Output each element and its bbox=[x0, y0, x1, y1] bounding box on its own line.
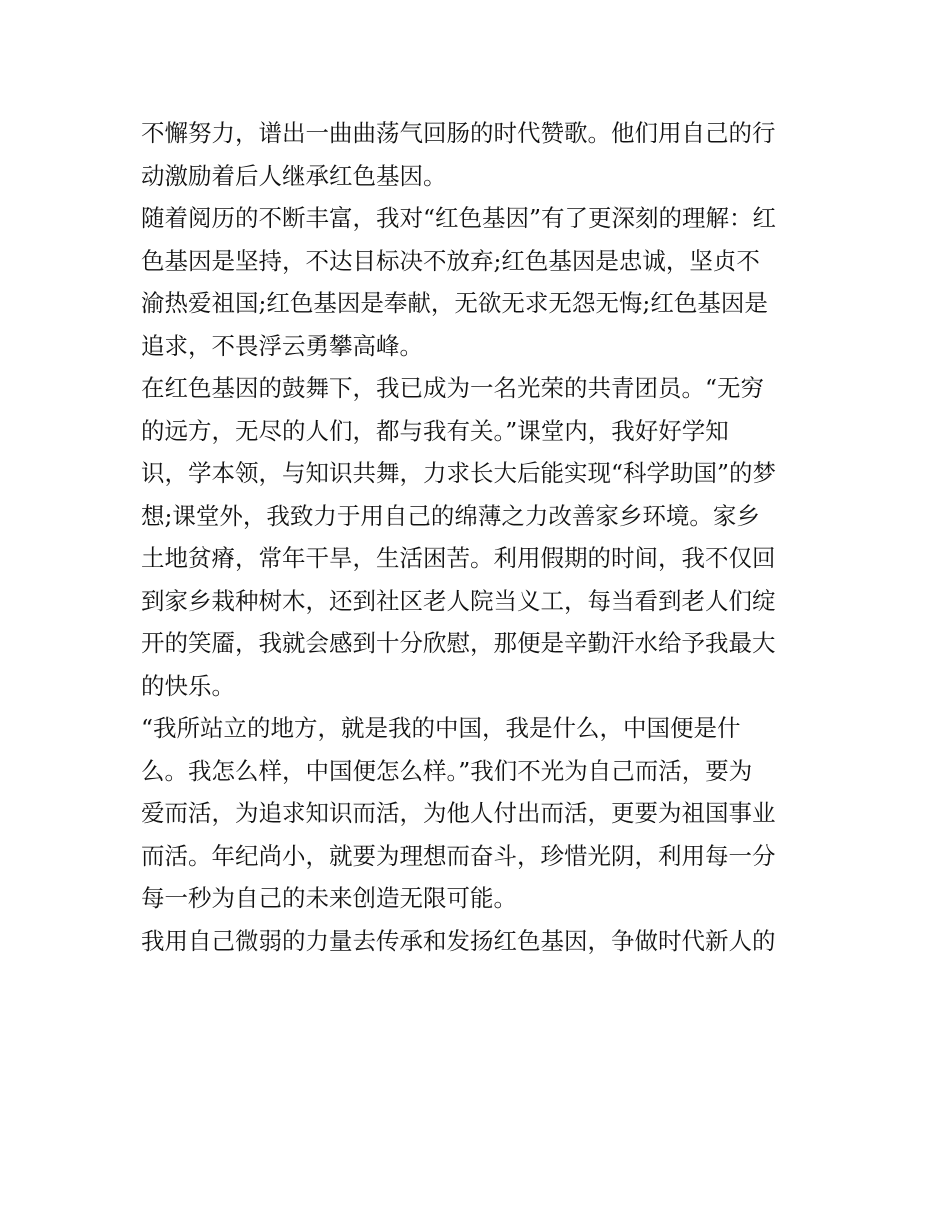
text-line: 土地贫瘠，常年干旱，生活困苦。利用假期的时间，我不仅回 bbox=[141, 544, 776, 572]
text-line: 追求，不畏浮云勇攀高峰。 bbox=[141, 331, 423, 360]
text-line: 开的笑靥，我就会感到十分欣慰，那便是辛勤汗水给予我最大 bbox=[141, 629, 776, 657]
text-line: 的快乐。 bbox=[141, 671, 235, 700]
text-line: 我用自己微弱的力量去传承和发扬红色基因，争做时代新人的 bbox=[141, 926, 776, 955]
text-line: 的远方，无尽的人们，都与我有关。”课堂内，我好好学知 bbox=[141, 416, 729, 445]
text-line: 渝热爱祖国;红色基因是奉献，无欲无求无怨无悔;红色基因是 bbox=[141, 289, 768, 317]
text-line: 识，学本领，与知识共舞，力求长大后能实现“科学助国”的梦 bbox=[141, 459, 777, 487]
text-line: 随着阅历的不断丰富，我对“红色基因”有了更深刻的理解：红 bbox=[141, 204, 777, 232]
text-line: 而活。年纪尚小，就要为理想而奋斗，珍惜光阴，利用每一分 bbox=[141, 841, 776, 870]
text-line: 么。我怎么样，中国便怎么样。”我们不光为自己而活，要为 bbox=[141, 756, 753, 785]
text-line: 在红色基因的鼓舞下，我已成为一名光荣的共青团员。“无穷 bbox=[141, 374, 765, 402]
text-line: 动激励着后人继承红色基因。 bbox=[141, 161, 447, 190]
text-line: 色基因是坚持，不达目标决不放弃;红色基因是忠诚，坚贞不 bbox=[141, 246, 760, 275]
text-line: “我所站立的地方，就是我的中国，我是什么，中国便是什 bbox=[141, 714, 741, 742]
text-line: 爱而活，为追求知识而活，为他人付出而活，更要为祖国事业 bbox=[141, 799, 776, 827]
document-body bbox=[141, 112, 821, 962]
text-line: 到家乡栽种树木，还到社区老人院当义工，每当看到老人们绽 bbox=[141, 586, 776, 615]
text-line: 想;课堂外，我致力于用自己的绵薄之力改善家乡环境。家乡 bbox=[141, 501, 760, 530]
text-line: 每一秒为自己的未来创造无限可能。 bbox=[141, 884, 517, 912]
text-line: 不懈努力，谱出一曲曲荡气回肠的时代赞歌。他们用自己的行 bbox=[141, 119, 776, 147]
